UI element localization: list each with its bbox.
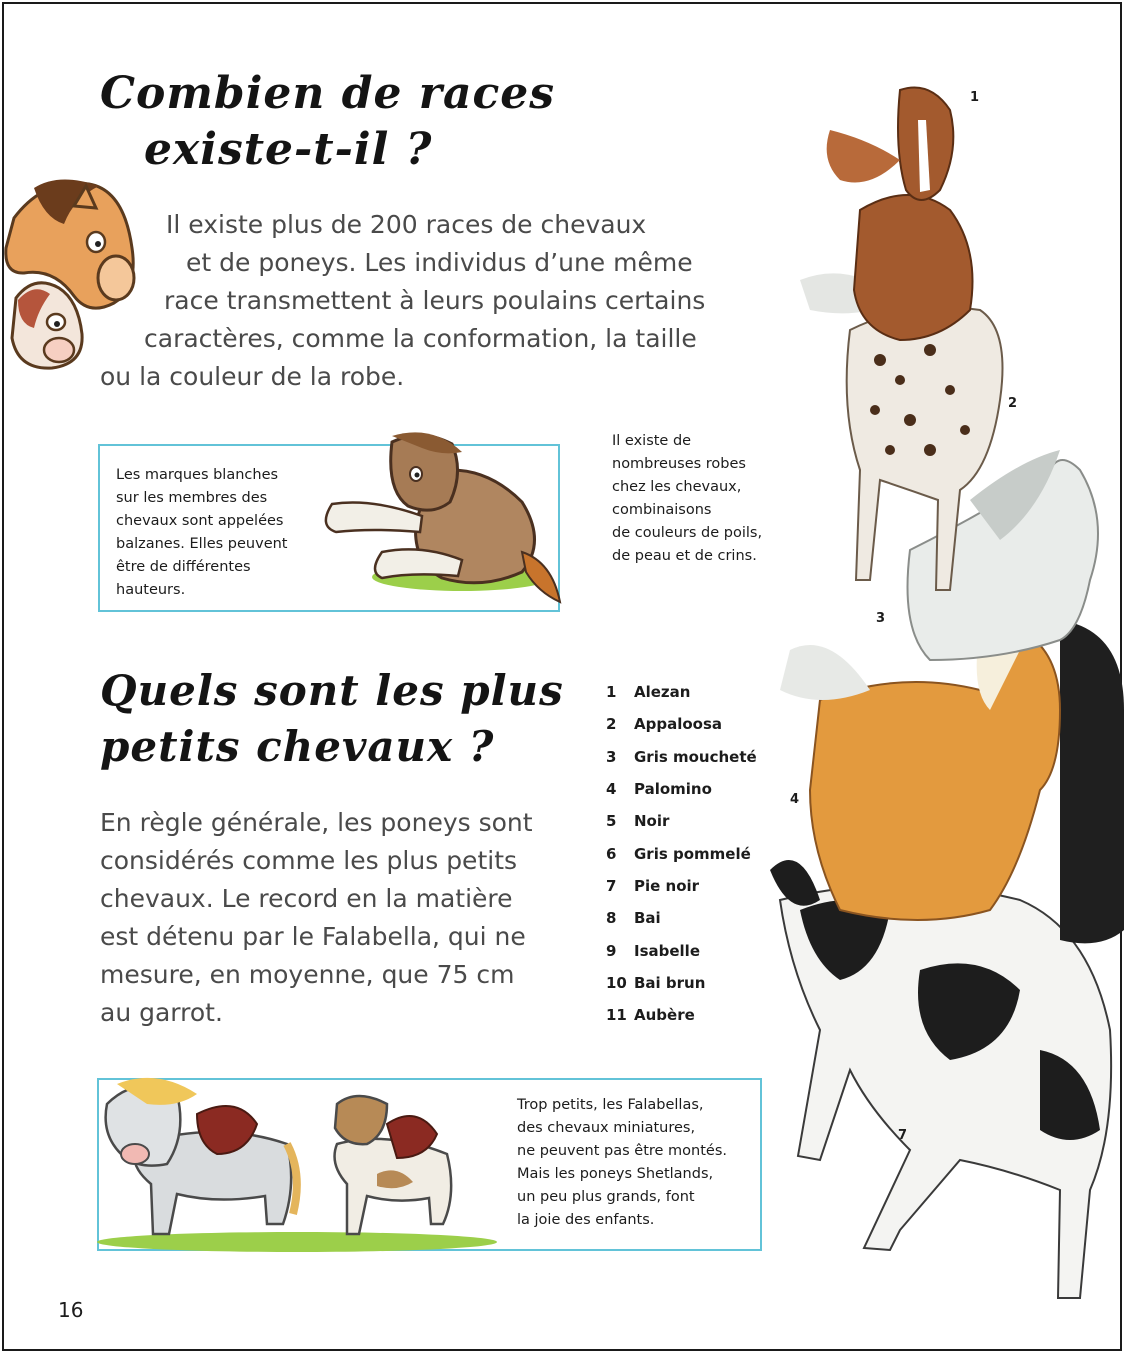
caption-line: des chevaux miniatures, [517,1120,696,1136]
body-line: et de poneys. Les individus d’une même [186,248,693,277]
caption-line: chevaux sont appelées [116,513,284,529]
body-line: race transmettent à leurs poulains certains [164,286,706,315]
ponies-illustration [97,1074,497,1254]
caption-line: un peu plus grands, font [517,1189,695,1205]
note-line: combinaisons [612,502,712,518]
body-line: En règle générale, les poneys sont [100,808,533,837]
balzanes-info-box [98,444,560,612]
legend-number: 4 [606,780,617,799]
title-line: Quels sont les plus [100,666,564,715]
legend-label: Noir [634,812,670,831]
legend-label: Isabelle [634,941,700,960]
legend-label: Palomino [634,780,712,799]
balzanes-caption [116,464,288,602]
body-line: est détenu par le Falabella, qui ne [100,922,526,951]
caption-line: Les marques blanches [116,467,279,483]
title-line: Combien de races [100,68,556,119]
legend-label: Bai brun [634,973,706,992]
horse-number-label: 7 [898,1128,908,1143]
legend-number: 7 [606,876,617,895]
legend-label: Pie noir [634,876,700,895]
legend-item [606,999,776,1031]
legend-number: 2 [606,715,617,734]
caption-line: être de différentes [116,559,251,575]
legend-item [606,902,776,934]
body-line: au garrot. [100,998,223,1027]
legend-item [606,676,776,708]
caption-line: la joie des enfants. [517,1212,655,1228]
legend-item [606,805,776,837]
note-line: de peau et de crins. [612,548,757,564]
body-line: chevaux. Le record en la matière [100,884,513,913]
legend-item [606,967,776,999]
robes-note [612,430,762,568]
legend-item [606,837,776,869]
note-line: de couleurs de poils, [612,525,763,541]
legend-item [606,708,776,740]
legend-number: 10 [606,973,627,992]
body-line: mesure, en moyenne, que 75 cm [100,960,515,989]
body-line: ou la couleur de la robe. [100,362,405,391]
caption-line: hauteurs. [116,582,186,598]
section1-title [100,66,555,178]
horse-number-label: 1 [970,90,980,105]
horse-number-label: 3 [876,611,886,626]
legend-label: Appaloosa [634,715,723,734]
legend-item [606,773,776,805]
note-line: Il existe de [612,433,692,449]
legend-item [606,741,776,773]
section2-body [100,804,533,1032]
legend-label: Alezan [634,683,691,702]
legend-label: Gris pommelé [634,844,751,863]
falabella-info-box [97,1078,762,1251]
sitting-horse-illustration [312,432,562,608]
horse-coats-illustration [760,70,1124,1310]
note-line: chez les chevaux, [612,479,742,495]
legend-number: 1 [606,683,617,702]
note-line: nombreuses robes [612,456,746,472]
body-line: caractères, comme la conformation, la taille [144,324,697,353]
title-line: petits chevaux ? [100,722,495,771]
legend-number: 5 [606,812,617,831]
horse-pie-noir [770,860,1111,1298]
body-line: considérés comme les plus petits [100,846,518,875]
caption-line: Trop petits, les Falabellas, [517,1097,704,1113]
legend-number: 6 [606,844,617,863]
legend-number: 11 [606,1006,627,1025]
horse-number-label: 2 [1008,396,1018,411]
horse-number-label: 4 [790,792,800,807]
legend-number: 3 [606,747,617,766]
body-line: Il existe plus de 200 races de chevaux [166,210,647,239]
page-number: 16 [58,1298,84,1322]
caption-line: ne peuvent pas être montés. [517,1143,728,1159]
caption-line: sur les membres des [116,490,268,506]
horse-coat-legend [606,676,776,1031]
legend-label: Gris moucheté [634,747,757,766]
legend-item [606,934,776,966]
legend-number: 9 [606,941,617,960]
legend-item [606,870,776,902]
caption-line: Mais les poneys Shetlands, [517,1166,714,1182]
section1-body [100,206,705,396]
section2-title [100,663,564,775]
legend-label: Bai [634,909,661,928]
falabella-caption [517,1094,727,1232]
title-line: existe-t-il ? [144,124,433,175]
legend-number: 8 [606,909,617,928]
caption-line: balzanes. Elles peuvent [116,536,288,552]
legend-label: Aubère [634,1006,695,1025]
